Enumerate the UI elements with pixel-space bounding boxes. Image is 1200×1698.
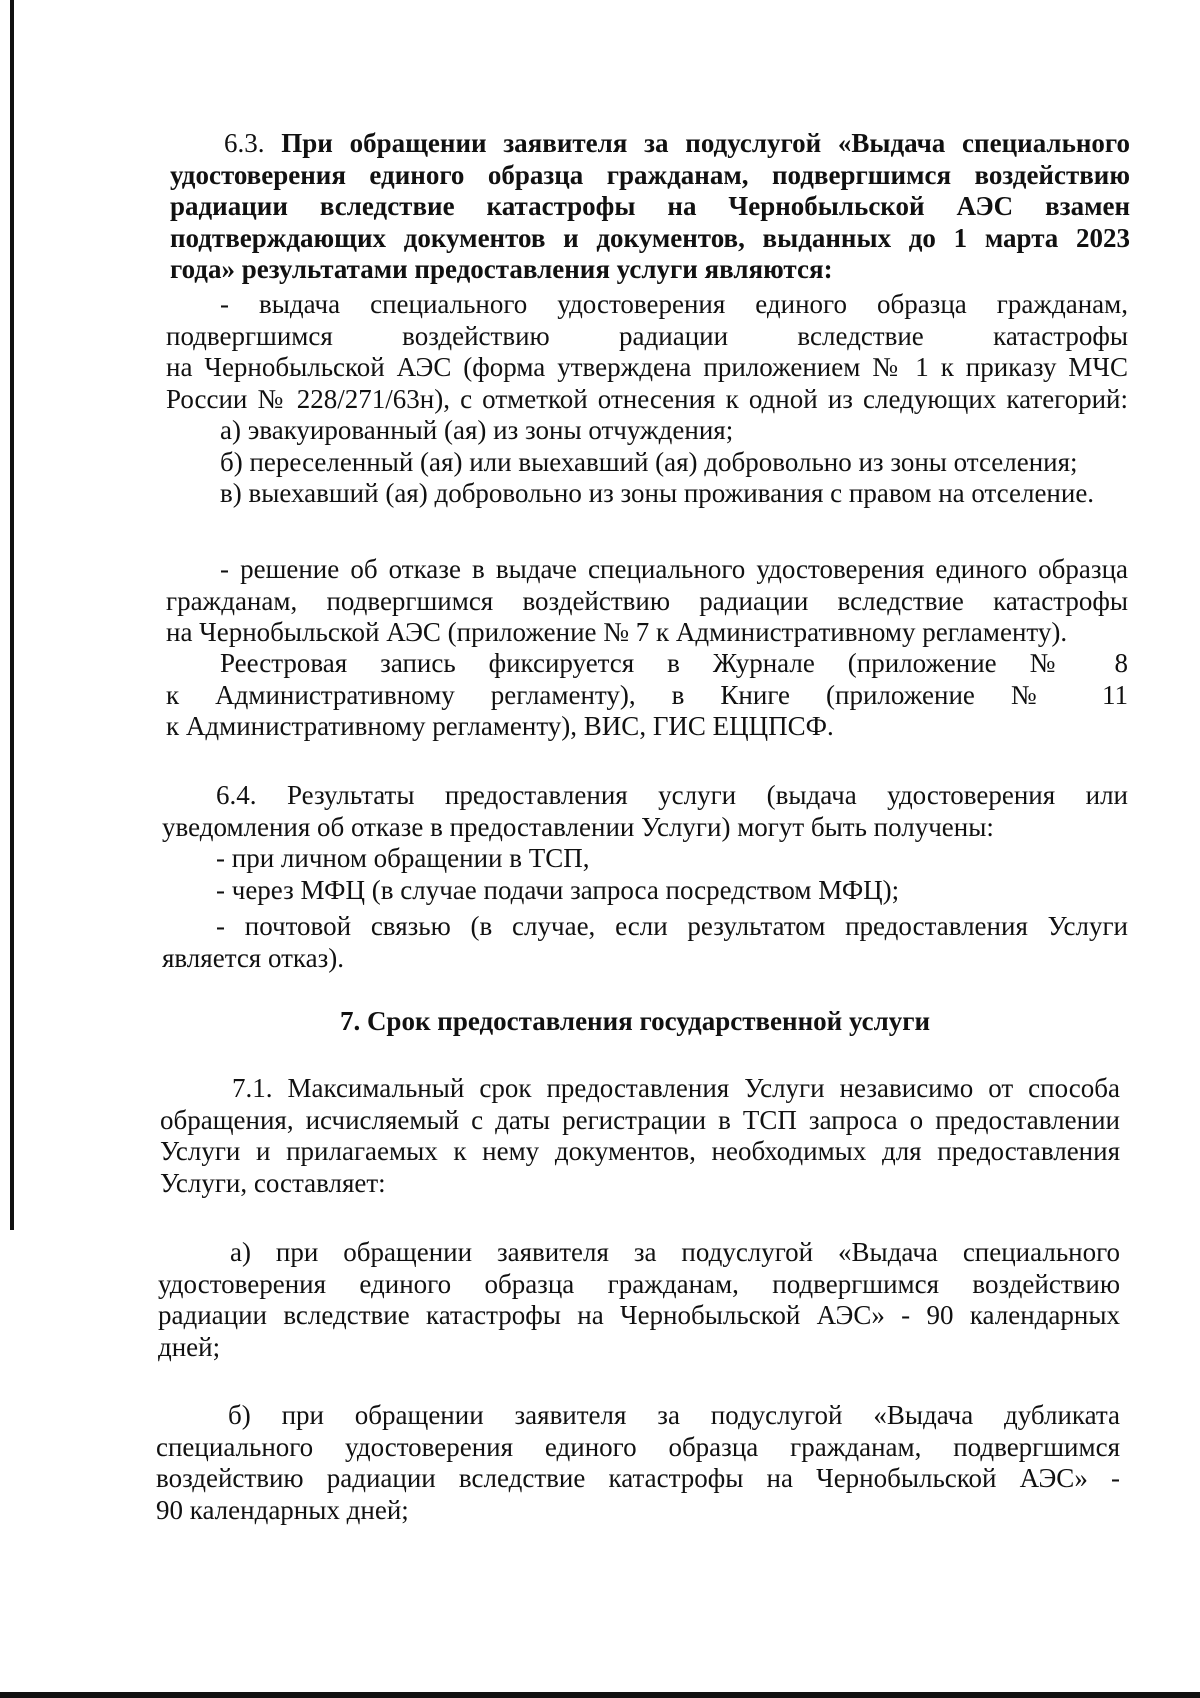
paragraph-line: специального удостоверения единого образца гражданам, подвергшимся — [156, 1431, 1120, 1462]
scan-edge-left — [10, 0, 14, 1230]
paragraph-line: - выдача специального удостоверения единого образца гражданам, — [220, 289, 1128, 319]
term-item-b — [156, 1400, 1120, 1526]
delivery-options — [216, 843, 1128, 906]
paragraph-line: 7.1. Максимальный срок предоставления Услуги независимо от способа — [232, 1073, 1120, 1103]
section-6-4 — [162, 780, 1128, 843]
paragraph-line: радиации вследствие катастрофы на Чернобыльской АЭС» - 90 календарных — [158, 1300, 1120, 1330]
paragraph-line: Реестровая запись фиксируется в Журнале (приложение № 8 — [220, 648, 1128, 678]
paragraph-line: - решение об отказе в выдаче специального удостоверения единого образца — [220, 554, 1128, 584]
paragraph-line: на Чернобыльской АЭС (форма утверждена приложением № 1 к приказу МЧС — [166, 352, 1128, 382]
paragraph-line: 90 календарных дней; — [156, 1494, 409, 1525]
paragraph-line: б) при обращении заявителя за подуслугой «Выдача дубликата — [228, 1400, 1120, 1430]
section-7-1 — [160, 1073, 1120, 1199]
postal-delivery-option — [162, 911, 1128, 974]
section-6-3-bold-line: радиации вследствие катастрофы на Чернобыльской АЭС взамен — [170, 191, 1130, 221]
section-6-3-intro — [170, 128, 1130, 286]
paragraph-line: Услуги, составляет: — [160, 1167, 386, 1198]
paragraph-line: Услуги и прилагаемых к нему документов, необходимых для предоставления — [160, 1136, 1120, 1166]
paragraph-line: гражданам, подвергшимся воздействию радиации вследствие катастрофы — [166, 585, 1128, 616]
paragraph-line: является отказ). — [162, 942, 345, 973]
paragraph-line: подвергшимся воздействию радиации вследствие катастрофы — [166, 320, 1128, 351]
paragraph-line: уведомления об отказе в предоставлении Услуги) могут быть получены: — [162, 811, 994, 842]
scan-edge-bottom — [0, 1692, 1200, 1698]
section-6-3-bold-line: года» результатами предоставления услуги являются: — [170, 254, 833, 284]
paragraph-line: воздействию радиации вследствие катастрофы на Чернобыльской АЭС» - — [156, 1463, 1120, 1493]
paragraph-line: - почтовой связью (в случае, если результатом предоставления Услуги — [216, 911, 1128, 941]
paragraph-line: дней; — [158, 1331, 221, 1362]
section-6-3-bold-line: подтверждающих документов и документов, выданных до 1 марта 2023 — [170, 222, 1130, 253]
category-item: в) выехавший (ая) добровольно из зоны проживания с правом на отселение. — [220, 478, 1095, 508]
section-6-3-bold-line: При обращении заявителя за подуслугой «Выдача специального — [281, 128, 1131, 158]
paragraph-line: 6.4. Результаты предоставления услуги (выдача удостоверения или — [216, 780, 1128, 810]
section-number: 6.3. — [224, 128, 265, 158]
paragraph-line: удостоверения единого образца гражданам, подвергшимся воздействию — [158, 1268, 1120, 1299]
paragraph-line: обращения, исчисляемый с даты регистрации в ТСП запроса о предоставлении — [160, 1104, 1120, 1135]
term-item-a — [158, 1237, 1120, 1363]
paragraph-line: на Чернобыльской АЭС (приложение № 7 к Административному регламенту). — [166, 617, 1068, 647]
delivery-option: - при личном обращении в ТСП, — [216, 843, 590, 873]
paragraph-line: к Административному регламенту), ВИС, ГИС ЕЦЦПСФ. — [166, 711, 834, 741]
section-6-3-first-line — [170, 128, 1130, 160]
category-list — [220, 415, 1130, 510]
paragraph-line: а) при обращении заявителя за подуслугой «Выдача специального — [230, 1237, 1120, 1267]
registry-record-paragraph — [166, 648, 1128, 743]
paragraph-line: России № 228/271/63н), с отметкой отнесения к одной из следующих категорий: — [166, 383, 1128, 414]
category-item: а) эвакуированный (ая) из зоны отчуждения; — [220, 415, 734, 445]
section-6-3-bold-line: удостоверения единого образца гражданам, подвергшимся воздействию — [170, 159, 1130, 190]
refusal-decision-item — [166, 554, 1128, 649]
category-item: б) переселенный (ая) или выехавший (ая) добровольно из зоны отселения; — [220, 446, 1078, 477]
delivery-option: - через МФЦ (в случае подачи запроса посредством МФЦ); — [216, 874, 900, 905]
paragraph-line: к Административному регламенту), в Книге (приложение № 11 — [166, 679, 1128, 710]
section-7-heading: 7. Срок предоставления государственной услуги — [339, 1006, 931, 1036]
issue-certificate-item — [166, 289, 1128, 415]
